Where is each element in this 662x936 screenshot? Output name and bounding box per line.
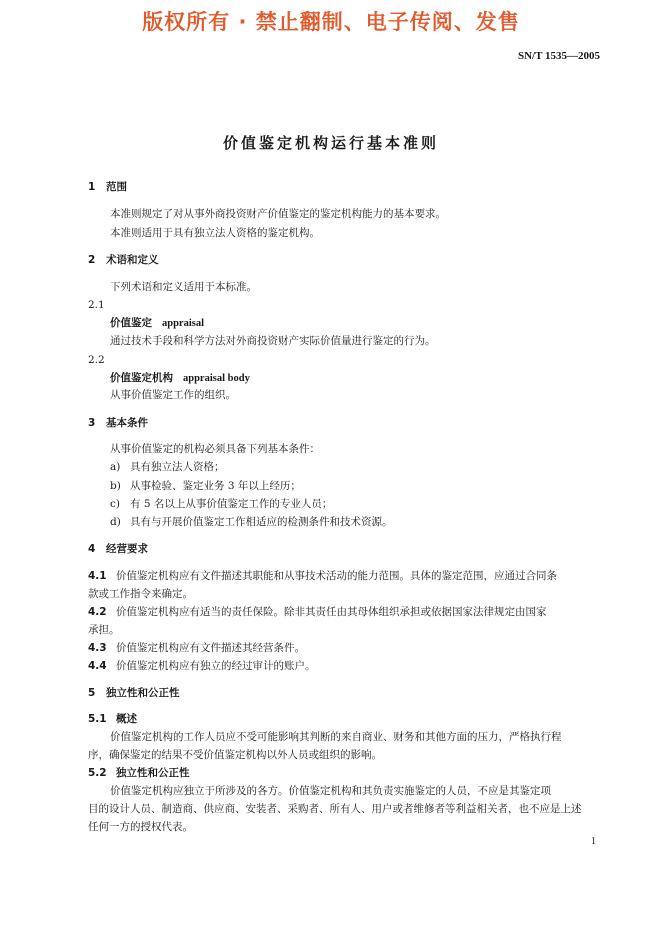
term-english: appraisal [162,318,205,329]
section-title: 范围 [106,181,127,193]
clause-4-2 [88,605,547,619]
paragraph: 价值鉴定机构应有文件描述其职能和从事技术活动的能力范围。具体的鉴定范围，应通过合同条 [116,570,557,582]
section-number: 4 [88,543,96,555]
term-english: appraisal body [183,373,250,384]
section-4-heading [88,542,148,556]
subsection-title: 独立性和公正性 [116,767,190,779]
list-label: d) [110,516,121,528]
subsection-title: 概述 [116,713,137,725]
clause-number: 4.4 [88,660,107,672]
section-title: 独立性和公正性 [106,687,180,699]
paragraph: 价值鉴定机构的工作人员应不受可能影响其判断的来自商业、财务和其他方面的压力，严格执行程 [110,731,562,743]
definition: 通过技术手段和科学方法对外商投资财产实际价值量进行鉴定的行为。 [110,335,436,347]
term-appraisal [110,316,204,331]
paragraph: 序，确保鉴定的结果不受价值鉴定机构以外人员或组织的影响。 [88,749,382,761]
definition: 从事价值鉴定工作的组织。 [110,389,236,401]
paragraph: 承担。 [88,624,120,636]
clause-number: 4.3 [88,642,107,654]
clause-number: 2.2 [88,354,105,366]
list-item [110,460,225,474]
section-title: 术语和定义 [106,254,159,266]
list-label: b) [110,480,121,492]
term-chinese: 价值鉴定机构 [110,372,173,384]
list-item [110,515,393,529]
paragraph: 从事价值鉴定的机构必须具备下列基本条件： [110,443,320,455]
section-title: 基本条件 [106,417,148,429]
clause-number: 4.1 [88,570,107,582]
clause-number: 5.2 [88,767,107,779]
paragraph: 款或工作指令来确定。 [88,588,193,600]
list-item [110,497,332,511]
list-label: c) [110,498,120,510]
copyright-watermark: 版权所有 · 禁止翻制、电子传阅、发售 [142,10,520,34]
paragraph: 价值鉴定机构应有文件描述其经营条件。 [116,642,305,654]
document-number: SN/T 1535—2005 [517,50,600,62]
subsection-5-1-heading [88,712,137,726]
clause-number: 2.1 [88,299,105,311]
clause-number: 4.2 [88,606,107,618]
section-5-heading [88,686,180,700]
section-number: 3 [88,417,96,429]
paragraph: 下列术语和定义适用于本标准。 [110,281,257,293]
section-2-heading [88,253,159,267]
clause-4-1 [88,569,557,583]
clause-4-4 [88,659,316,673]
page-number: 1 [591,836,596,847]
term-chinese: 价值鉴定 [110,317,152,329]
paragraph: 本准则适用于具有独立法人资格的鉴定机构。 [110,227,320,239]
list-item [110,479,301,493]
list-text: 具有与开展价值鉴定工作相适应的检测条件和技术资源。 [130,516,393,528]
term-appraisal-body [110,371,250,386]
list-text: 有 5 名以上从事价值鉴定工作的专业人员； [130,498,333,510]
section-number: 2 [88,254,96,266]
section-number: 1 [88,181,96,193]
section-number: 5 [88,687,96,699]
paragraph: 价值鉴定机构应有适当的责任保险。除非其责任由其母体组织承担或依据国家法律规定由国家 [116,606,547,618]
list-text: 具有独立法人资格； [130,461,225,473]
section-title: 经营要求 [106,543,148,555]
paragraph: 价值鉴定机构应有独立的经过审计的账户。 [116,660,316,672]
list-label: a) [110,461,121,473]
list-text: 从事检验、鉴定业务 3 年以上经历； [130,480,301,492]
paragraph: 任何一方的授权代表。 [88,821,193,833]
paragraph: 本准则规定了对从事外商投资财产价值鉴定的鉴定机构能力的基本要求。 [110,208,446,220]
section-1-heading [88,180,127,194]
subsection-5-2-heading [88,766,190,780]
paragraph: 目的设计人员、制造商、供应商、安装者、采购者、所有人、用户或者维修者等利益相关者，也不应是上述 [88,803,582,815]
clause-4-3 [88,641,305,655]
section-3-heading [88,416,148,430]
clause-number: 5.1 [88,713,107,725]
paragraph: 价值鉴定机构应独立于所涉及的各方。价值鉴定机构和其负责实施鉴定的人员，不应是其鉴定项 [110,785,551,797]
document-title: 价值鉴定机构运行基本准则 [222,134,439,152]
